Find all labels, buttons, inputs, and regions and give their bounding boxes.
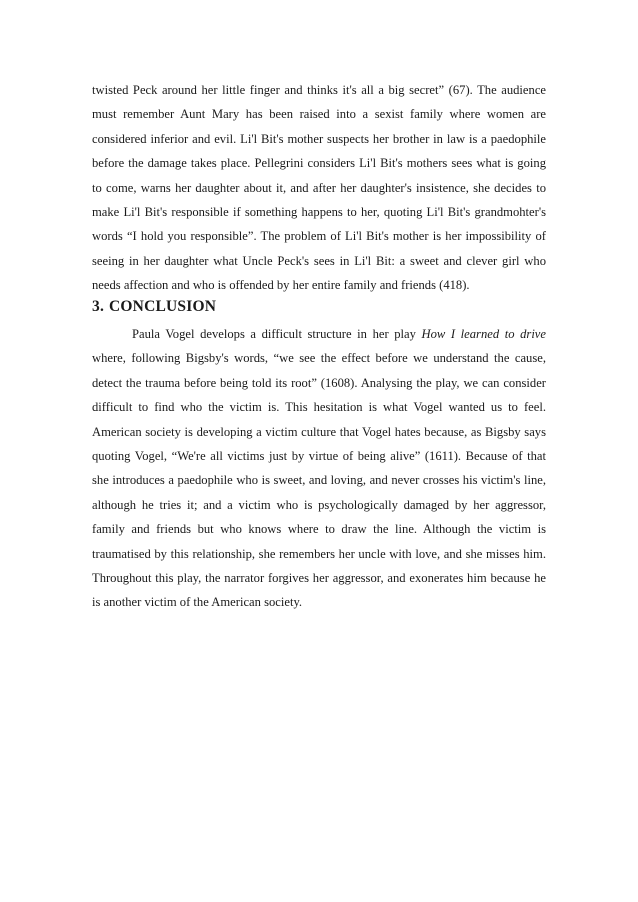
play-title: How I learned to drive — [421, 327, 546, 341]
section-title: CONCLUSION — [109, 298, 217, 315]
paragraph-2-body: where, following Bigsby's words, “we see the effect before we understand the cause, detect the trauma before being told its root” (1608). Analysing the play, we can consider difficult to find who the victim is. This hesitation is what Vogel wanted us to feel. American society is developing a victim culture that Vogel hates because, as Bigsby says quoting Vogel, “We're all victims just by virtue of being alive” (1611). Because of that she introduces a paedophile who is sweet, and loving, and never crosses his victim's line, although he tries it; and a victim who is psychologically damaged by her aggressor, family and friends but who knows where to draw the line. Although the victim is traumatised by this relationship, she remembers her uncle with love, and she misses him. Throughout this play, the narrator forgives her aggressor, and exonerates him because he is another victim of the American society. — [92, 351, 546, 610]
body-paragraph-1: twisted Peck around her little finger and thinks it's all a big secret” (67). The audience must remember Aunt Mary has been raised into a sexist family where women are considered inferior and evil. Li'l Bit's mother suspects her brother in law is a paedophile before the damage takes place. Pellegrini considers Li'l Bit's mothers sees what is going to come, warns her daughter about it, and after her daughter's insistence, she decides to make Li'l Bit's responsible if something happens to her, quoting Li'l Bit's grandmohter's words “I hold you responsible”. The problem of Li'l Bit's mother is her impossibility of seeing in her daughter what Uncle Peck's sees in Li'l Bit: a sweet and clever girl who needs affection and who is offended by her entire family and friends (418). — [92, 83, 546, 293]
body-paragraph-2 — [92, 322, 546, 615]
paragraph-2-intro: Paula Vogel develops a difficult structure in her play — [132, 327, 422, 341]
section-heading — [92, 298, 216, 316]
section-number: 3. — [92, 298, 105, 315]
